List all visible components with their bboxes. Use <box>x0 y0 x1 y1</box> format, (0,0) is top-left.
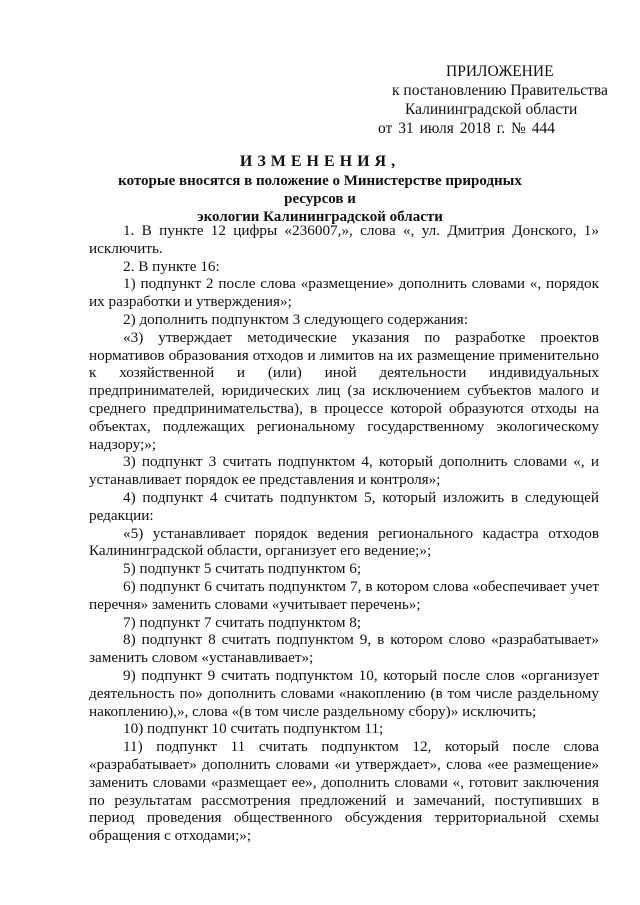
paragraph: 1) подпункт 2 после слова «размещение» дополнить словами «, порядок их разработки и утверждения»; <box>89 275 599 311</box>
heading-subtitle-line-1: которые вносятся в положение о Министерстве природных ресурсов и <box>118 173 522 207</box>
heading-subtitle-line-2: экологии Калининградской области <box>197 209 443 225</box>
paragraph: 3) подпункт 3 считать подпунктом 4, который дополнить словами «, и устанавливает порядок ее представления и контроля»; <box>89 453 599 489</box>
appendix-region-line: Калининградской области <box>405 101 578 118</box>
paragraph: 9) подпункт 9 считать подпунктом 10, который после слов «организует деятельность по» дополнить словами «накоплению (в том числе раздельному накоплению),», слова «(в том числе раздельному сбору)» исключить; <box>89 666 599 720</box>
paragraph: 2. В пункте 16: <box>123 257 220 275</box>
paragraph: 10) подпункт 10 считать подпунктом 11; <box>123 720 384 738</box>
paragraph: 2) дополнить подпунктом 3 следующего содержания: <box>123 310 468 328</box>
paragraph: 6) подпункт 6 считать подпунктом 7, в котором слова «обеспечивает учет перечня» заменить словами «учитывает перечень»; <box>89 577 599 613</box>
paragraph: 8) подпункт 8 считать подпунктом 9, в котором слово «разрабатывает» заменить словом «устанавливает»; <box>89 631 599 667</box>
document-body <box>89 222 599 845</box>
paragraph: «3) утверждает методические указания по разработке проектов нормативов образования отходов и лимитов на их размещение применительно к хозяйственной и (или) иной деятельности индивидуальных предпринимателей, юридических лиц (за исключением субъектов малого и среднего предпринимательства), в процессе которой образуются отходы на объектах, подлежащих региональному государственному экологическому надзору;»; <box>89 328 599 453</box>
heading-title: ИЗМЕНЕНИЯ, <box>239 153 401 170</box>
paragraph: «5) устанавливает порядок ведения регионального кадастра отходов Калининградской области, организует его ведение;»; <box>89 524 599 560</box>
appendix-label: ПРИЛОЖЕНИЕ <box>446 63 554 80</box>
appendix-decree-line: к постановлению Правительства <box>392 82 608 99</box>
appendix-date-line: от 31 июля 2018 г. № 444 <box>378 120 555 137</box>
paragraph: 7) подпункт 7 считать подпунктом 8; <box>123 613 362 631</box>
paragraph: 11) подпункт 11 считать подпунктом 12, который после слова «разрабатывает» дополнить словами «и утверждает», слова «ее размещение» заменить словами «размещает ее», дополнить словами «, готовит заключения по результатам рассмотрения предложений и замечаний, поступивших в период проведения общественного обсуждения территориальной схемы обращения с отходами;»; <box>89 738 599 845</box>
appendix-header <box>378 62 618 138</box>
paragraph: 4) подпункт 4 считать подпунктом 5, который изложить в следующей редакции: <box>89 488 599 524</box>
paragraph: 1. В пункте 12 цифры «236007,», слова «, ул. Дмитрия Донского, 1» исключить. <box>89 222 599 257</box>
document-heading <box>90 152 550 226</box>
paragraph: 5) подпункт 5 считать подпунктом 6; <box>123 560 362 578</box>
